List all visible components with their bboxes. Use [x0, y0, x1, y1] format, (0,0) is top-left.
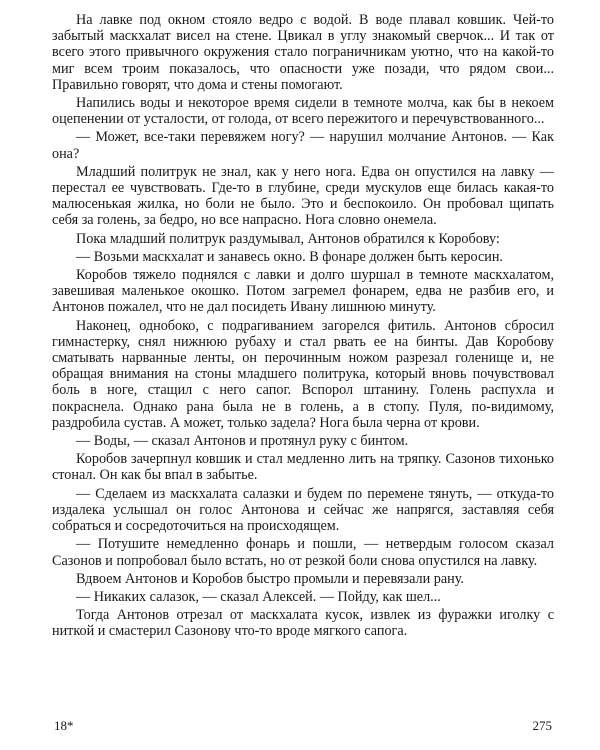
paragraph: Коробов тяжело поднялся с лавки и долго шуршал в темноте маскхалатом, завешивая маленькое окошко. Потом загремел фонарем, едва не разбив его, и Антонов пожалел, что не дал посидеть Ивану лишнюю минуту.	[52, 267, 554, 316]
paragraph: — Потушите немедленно фонарь и пошли, — нетвердым голосом сказал Сазонов и попробовал было встать, но от резкой боли снова опустился на лавку.	[52, 536, 554, 569]
paragraph: На лавке под окном стояло ведро с водой. В воде плавал ковшик. Чей-то забытый маскхалат висел на стене. Цвикал в углу знакомый сверчок... И так от всего этого привычного окружения стало пограничникам уютно, что на какой-то миг всем троим показалось, что опасности уже позади, что рядом свои... Правильно говорят, что дома и стены помогают.	[52, 12, 554, 93]
body-text	[52, 12, 554, 642]
paragraph: Наконец, однобоко, с подрагиванием загорелся фитиль. Антонов сбросил гимнастерку, снял нижнюю рубаху и стал рвать ее на бинты. Дав Коробову сматывать нарванные ленты, он перочинным ножом разрезал голенище и, не обращая внимания на стоны младшего политрука, который вновь почувствовал боль в ноге, стащил с него сапог. Вспорол штанину. Голень распухла и покраснела. Однако рана была не в голень, а в стопу. Пуля, по-видимому, раздробила сустав. А может, только задела? Нога была черна от крови.	[52, 317, 554, 431]
paragraph: — Может, все-таки перевяжем ногу? — нарушил молчание Антонов. — Как она?	[52, 129, 554, 162]
paragraph: Коробов зачерпнул ковшик и стал медленно лить на тряпку. Сазонов тихонько стонал. Он как бы впал в забытье.	[52, 451, 554, 484]
paragraph: Младший политрук не знал, как у него нога. Едва он опустился на лавку — перестал ее чувствовать. Где-то в глубине, среди мускулов еще билась какая-то малюсенькая жилка, но боли не было. Это и беспокоило. Он пробовал щипать себя за голень, за бедро, но все напрасно. Нога словно онемела.	[52, 163, 554, 229]
paragraph: — Никаких салазок, — сказал Алексей. — Пойду, как шел...	[76, 588, 441, 605]
paragraph: — Воды, — сказал Антонов и протянул руку с бинтом.	[76, 433, 409, 450]
paragraph: — Сделаем из маскхалата салазки и будем по перемене тянуть, — откуда-то издалека услышал он голос Антонова и сейчас же напрягся, заставляя себя собраться и сосредоточиться на происходящем.	[52, 485, 554, 535]
page-number: 275	[532, 718, 552, 733]
paragraph: Тогда Антонов отрезал от маскхалата кусок, извлек из фуражки иголку с ниткой и смастерил Сазонову что-то вроде мягкого сапога.	[52, 607, 554, 640]
signature-mark: 18*	[54, 718, 74, 733]
paragraph: Пока младший политрук раздумывал, Антонов обратился к Коробову:	[76, 230, 500, 247]
paragraph: — Возьми маскхалат и занавесь окно. В фонаре должен быть керосин.	[76, 248, 503, 265]
paragraph: Напились воды и некоторое время сидели в темноте молча, как бы в некоем оцепенении от усталости, от голода, от всего пережитого и перечувствованного...	[52, 95, 554, 128]
paragraph: Вдвоем Антонов и Коробов быстро промыли и перевязали рану.	[76, 570, 464, 587]
